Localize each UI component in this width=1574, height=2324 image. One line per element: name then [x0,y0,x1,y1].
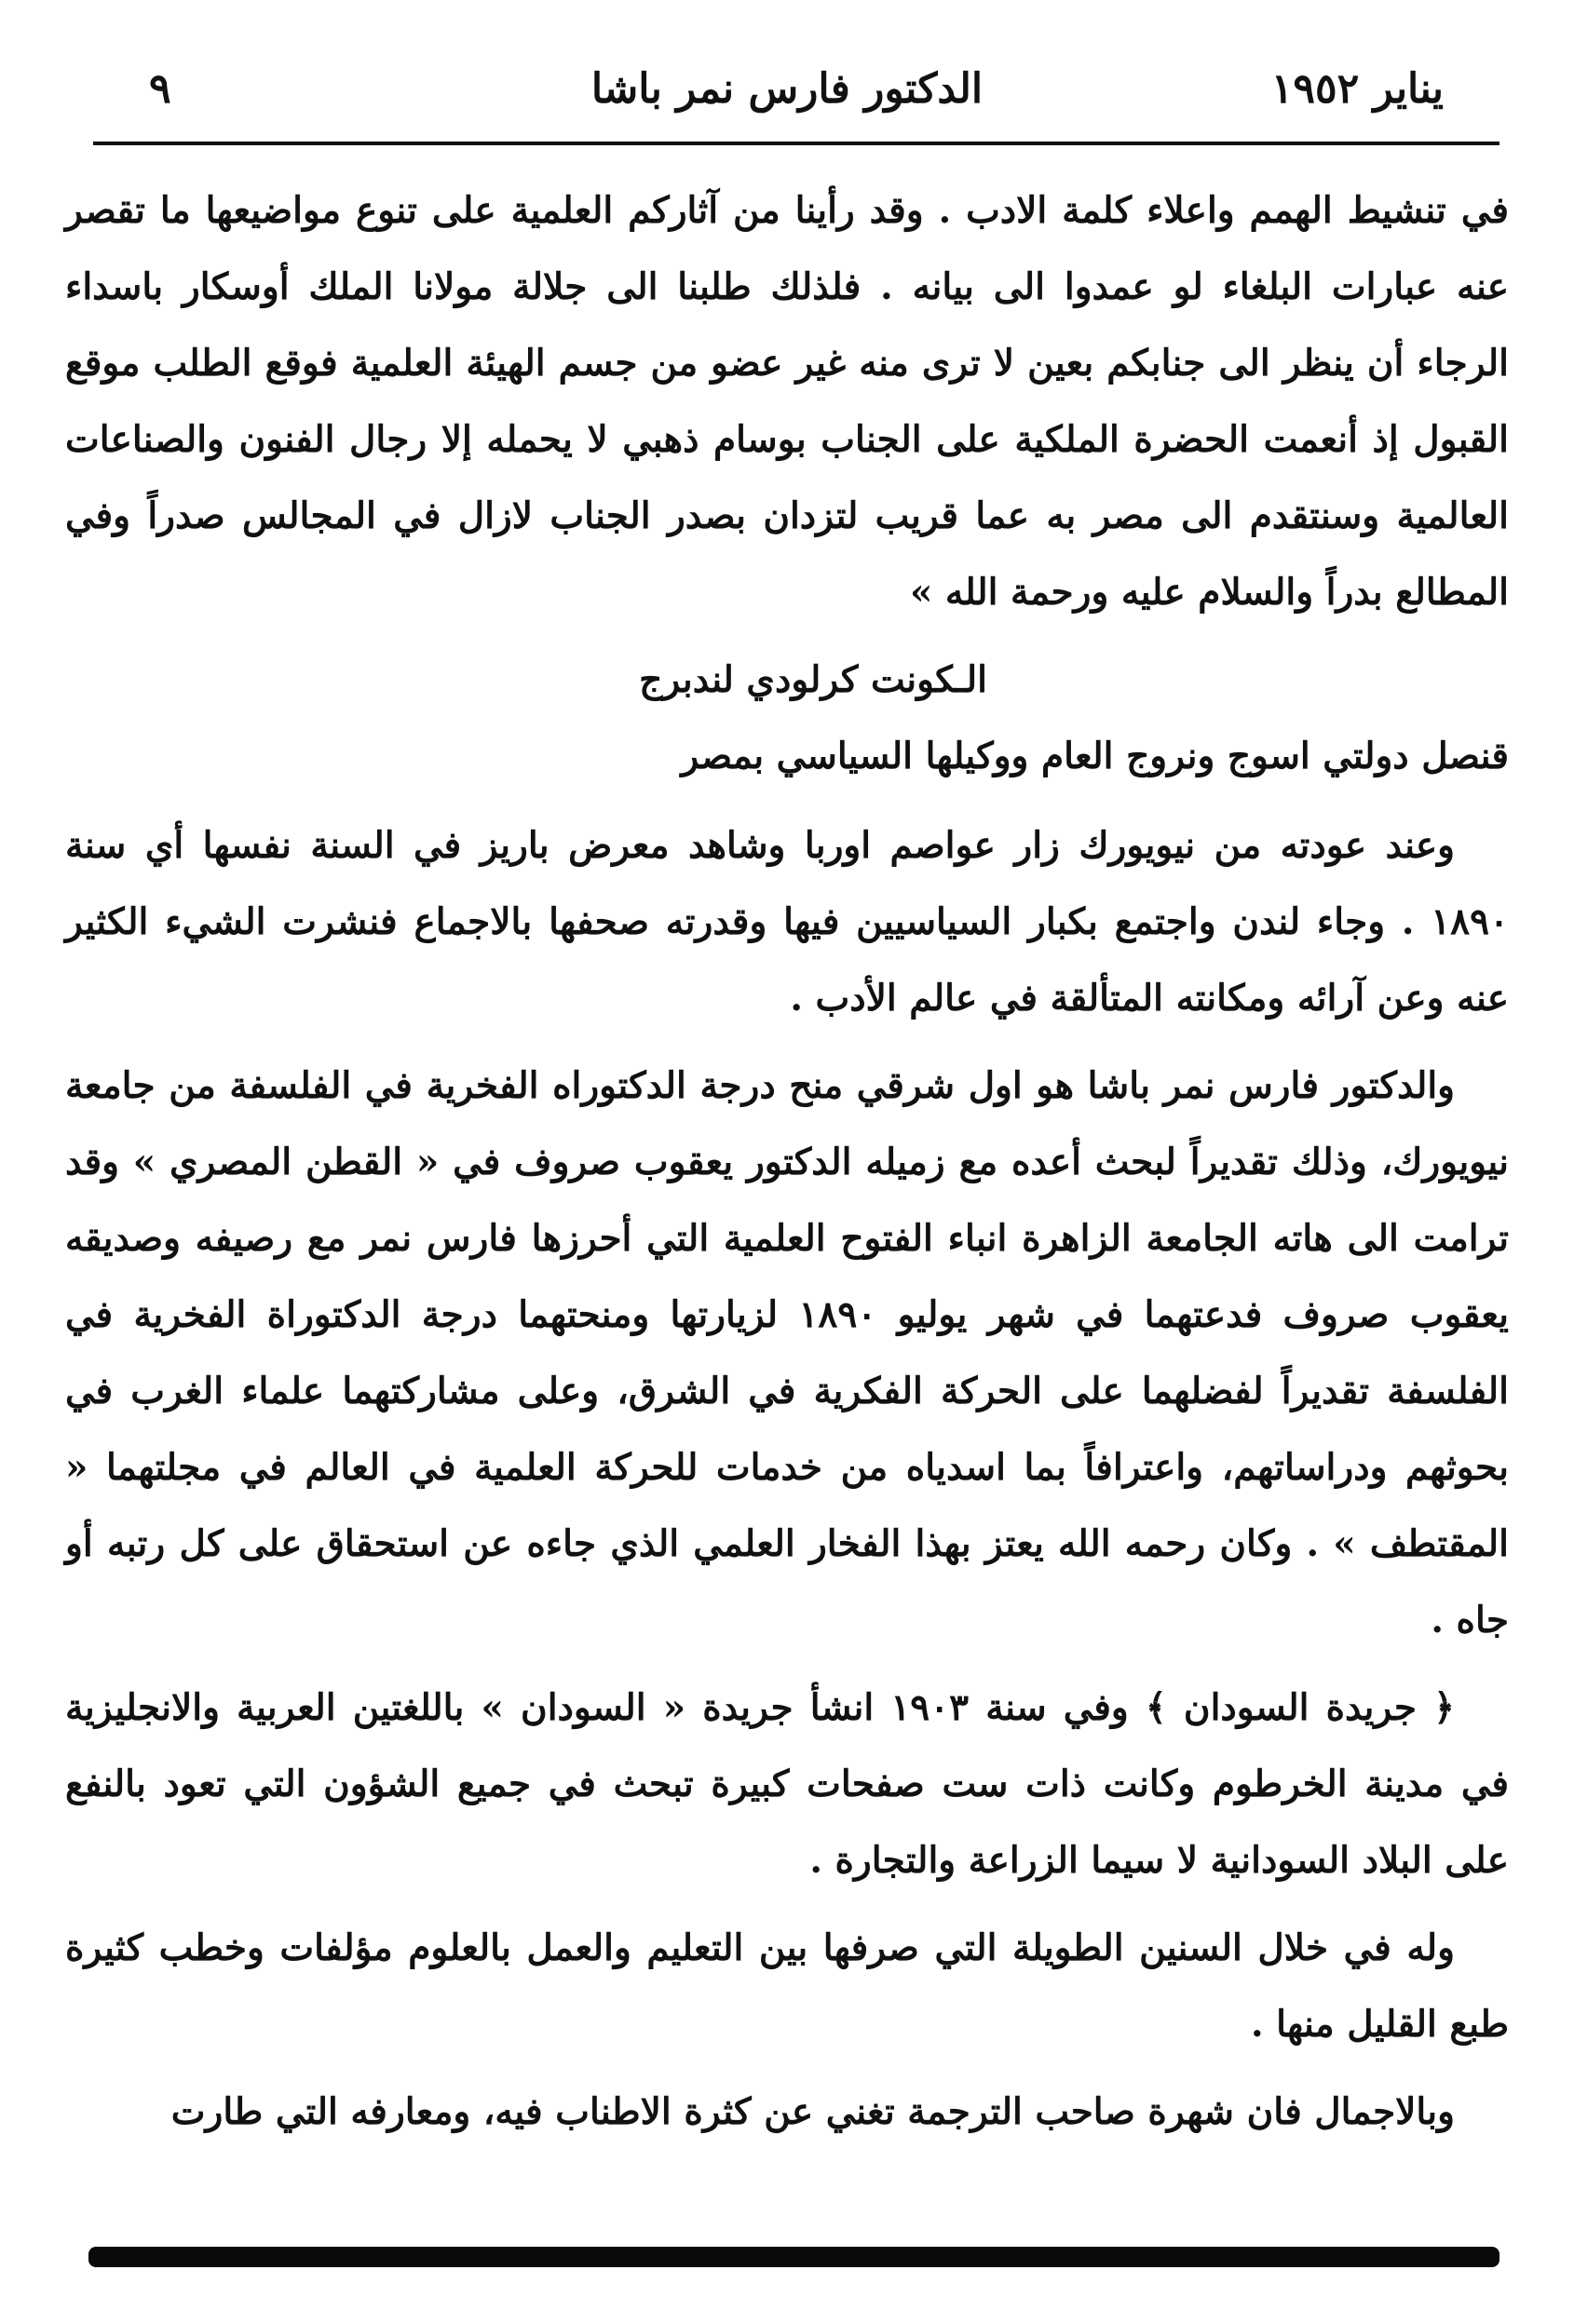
header-title: الدكتور فارس نمر باشا [590,65,984,113]
header-date: يناير ١٩٥٢ [1270,65,1444,113]
paragraph-letter: في تنشيط الهمم واعلاء كلمة الادب . وقد رأينا من آثاركم العلمية على تنوع مواضيعها ما تقصر عنه عبارات البلغاء لو عمدوا الى بيانه . فلذلك طلبنا الى جلالة مولانا الملك أوسكار باسداء الرجاء أن ينظر الى جنابكم بعين لا ترى منه غير عضو من جسم الهيئة العلمية فوقع الطلب موقع القبول إذ أنعمت الحضرة الملكية على الجناب بوسام ذهبي لا يحمله إلا رجال الفنون والصناعات العالمية وسنتقدم الى مصر به عما قريب لتزدان بصدر الجناب لازال في المجالس صدراً وفي المطالع بدراً والسلام عليه ورحمة الله » [65,189,1509,614]
paragraph-doctorate: والدكتور فارس نمر باشا هو اول شرقي منح درجة الدكتوراه الفخرية في الفلسفة من جامعة نيويورك، وذلك تقديراً لبحث أعده مع زميله الدكتور يعقوب صروف في « القطن المصري » وقد ترامت الى هاته الجامعة الزاهرة انباء الفتوح العلمية التي أحرزها فارس نمر مع رصيفه وصديقه يعقوب صروف فدعتهما في شهر يوليو ١٨٩٠ لزيارتها ومنحتهما درجة الدكتوراة الفخرية في الفلسفة تقديراً لفضلهما على الحركة الفكرية في الشرق، وعلى مشاركتهما علماء الغرب في بحوثهم ودراساتهم، واعترافاً بما اسدياه من خدمات للحركة العلمية في العالم في مجلتهما « المقتطف » . وكان رحمه الله يعتز بهذا الفخار العلمي الذي جاءه عن استحقاق على كل رتبه أو جاه . [65,1064,1509,1642]
page-header [93,52,1481,127]
header-page-number: ٩ [149,65,171,113]
paragraph-europe-trip: وعند عودته من نيويورك زار عواصم اوربا وشاهد معرض باريز في السنة نفسها أي سنة ١٨٩٠ . وجاء لندن واجتمع بكبار السياسيين فيها وقدرته صحفها بالاجماع فنشرت الشيء الكثير عنه وعن آرائه ومكانته المتألقة في عالم الأدب . [65,824,1509,1020]
article-body [65,172,1509,2161]
footer-rule [88,2247,1499,2267]
header-rule [93,142,1499,145]
signature-name: الـكونت كرلودي لندبرج [639,658,987,701]
signature-title: قنصل دولتي اسوج ونروج العام ووكيلها السياسي بمصر [681,735,1509,777]
paragraph-summary: وبالاجمال فان شهرة صاحب الترجمة تغني عن كثرة الاطناب فيه، ومعارفه التي طارت [170,2090,1455,2133]
paragraph-works: وله في خلال السنين الطويلة التي صرفها بين التعليم والعمل بالعلوم مؤلفات وخطب كثيرة طبع القليل منها . [65,1926,1509,2046]
paragraph-sudan-newspaper: ﴿ جريدة السودان ﴾ وفي سنة ١٩٠٣ انشأ جريدة « السودان » باللغتين العربية والانجليزية في مدينة الخرطوم وكانت ذات ست صفحات كبيرة تبحث في جميع الشؤون التي تعود بالنفع على البلاد السودانية لا سيما الزراعة والتجارة . [65,1686,1509,1882]
